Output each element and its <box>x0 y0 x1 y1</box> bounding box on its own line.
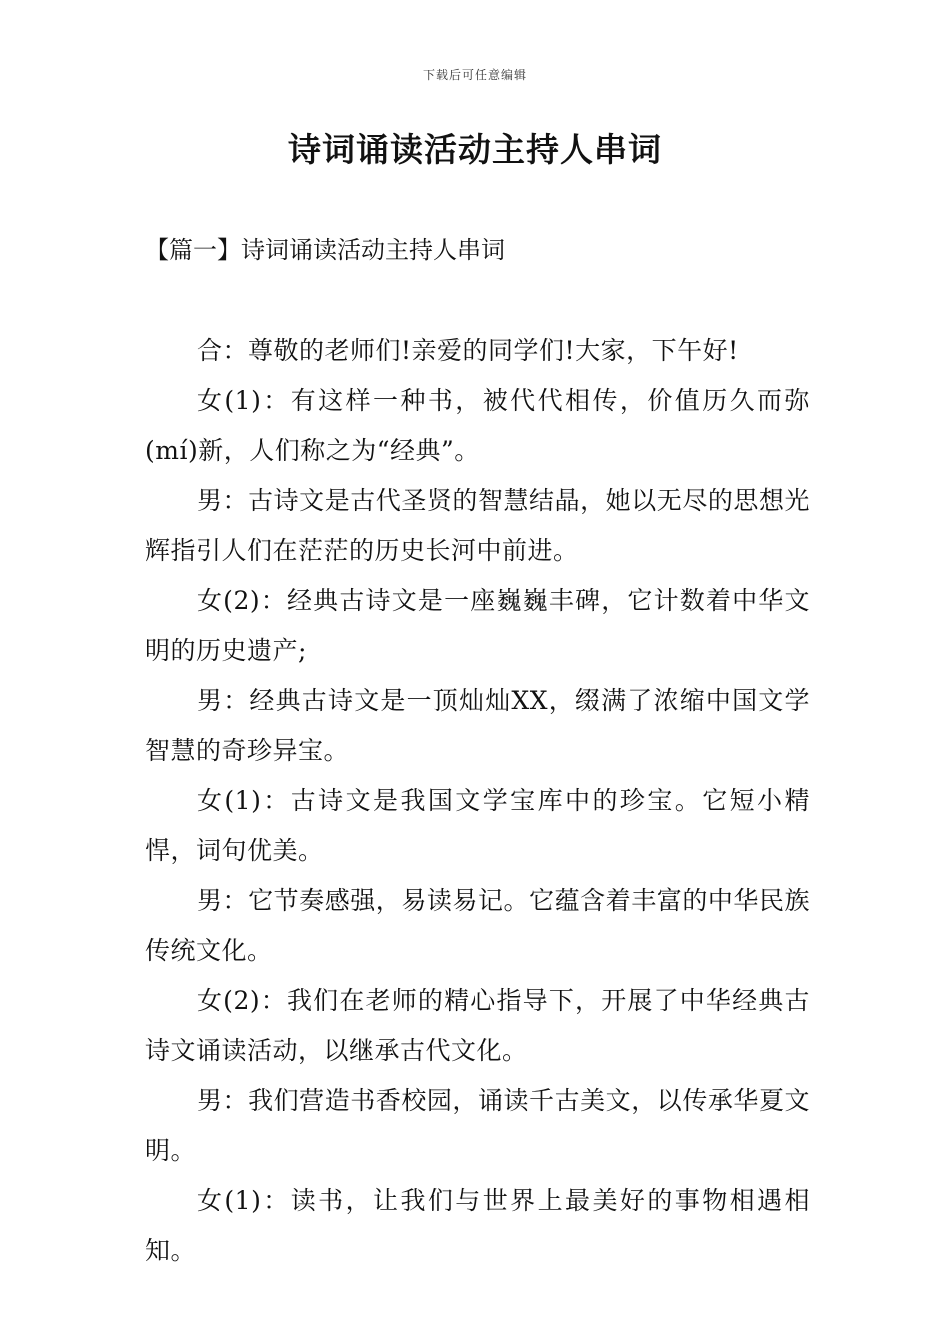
paragraph: 女(2)：我们在老师的精心指导下，开展了中华经典古诗文诵读活动，以继承古代文化。 <box>145 986 810 1065</box>
paragraph: 男：经典古诗文是一顶灿灿XX，缀满了浓缩中国文学智慧的奇珍异宝。 <box>145 686 810 765</box>
paragraph: 女(1)：读书，让我们与世界上最美好的事物相遇相知。 <box>145 1186 810 1265</box>
paragraph: 女(2)：经典古诗文是一座巍巍丰碑，它计数着中华文明的历史遗产; <box>145 586 810 665</box>
script-body <box>145 326 810 1276</box>
paragraph: 男：我们营造书香校园，诵读千古美文，以传承华夏文明。 <box>145 1086 810 1165</box>
paragraph: 女(1)：古诗文是我国文学宝库中的珍宝。它短小精悍，词句优美。 <box>145 786 810 865</box>
section-heading: 【篇一】诗词诵读活动主持人串词 <box>145 236 505 264</box>
paragraph: 合：尊敬的老师们!亲爱的同学们!大家，下午好! <box>197 336 739 365</box>
page-header-note: 下载后可任意编辑 <box>422 68 527 82</box>
paragraph: 女(1)：有这样一种书，被代代相传，价值历久而弥(mí)新，人们称之为“经典”。 <box>145 386 810 465</box>
paragraph: 男：它节奏感强，易读易记。它蕴含着丰富的中华民族传统文化。 <box>145 886 810 965</box>
document-title: 诗词诵读活动主持人串词 <box>288 130 662 169</box>
paragraph: 男：古诗文是古代圣贤的智慧结晶，她以无尽的思想光辉指引人们在茫茫的历史长河中前进。 <box>145 486 810 565</box>
